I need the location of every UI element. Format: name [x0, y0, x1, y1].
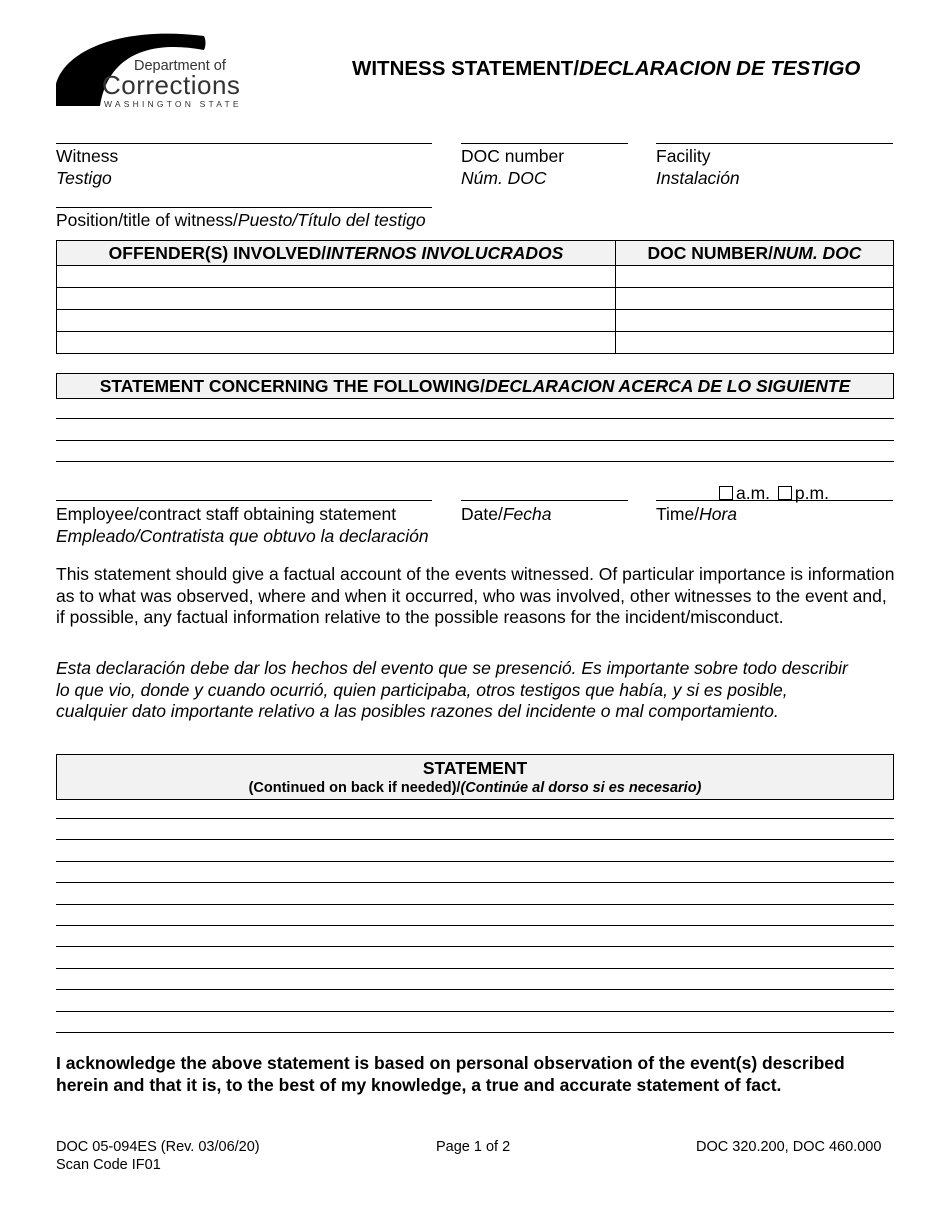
statement-line[interactable] [56, 925, 894, 926]
statement-line[interactable] [56, 882, 894, 883]
offenders-table [56, 240, 894, 354]
offender-name-cell[interactable] [57, 310, 616, 332]
concerning-header: STATEMENT CONCERNING THE FOLLOWING/DECLARACION ACERCA DE LO SIGUIENTE [56, 373, 894, 399]
statement-line[interactable] [56, 968, 894, 969]
staff-label: Employee/contract staff obtaining statement Empleado/Contratista que obtuvo la declaración [56, 504, 429, 546]
page-title [352, 57, 860, 81]
offender-doc-cell[interactable] [616, 288, 894, 310]
offender-name-cell[interactable] [57, 266, 616, 288]
position-label: Position/title of witness/Puesto/Título del testigo [56, 210, 426, 230]
am-checkbox[interactable] [719, 486, 733, 500]
statement-line[interactable] [56, 989, 894, 990]
table-row [57, 266, 894, 288]
statement-line[interactable] [56, 1032, 894, 1033]
statement-title: STATEMENT [422, 758, 528, 778]
staff-field[interactable] [56, 500, 432, 501]
pm-checkbox[interactable] [778, 486, 792, 500]
statement-line[interactable] [56, 818, 894, 819]
statement-line[interactable] [56, 946, 894, 947]
table-row [57, 332, 894, 354]
logo-line2: Corrections [102, 70, 241, 100]
concerning-line[interactable] [56, 440, 894, 441]
pm-label: p.m. [794, 483, 829, 503]
statement-subtitle: (Continued on back if needed)/(Continúe al dorso si es necesario) [248, 780, 702, 796]
statement-line[interactable] [56, 861, 894, 862]
table-row [57, 310, 894, 332]
offender-name-cell[interactable] [57, 288, 616, 310]
title-es: DECLARACION DE TESTIGO [579, 57, 861, 80]
acknowledgement: I acknowledge the above statement is based on personal observation of the event(s) described herein and that it is, to the best of my knowledge, a true and accurate statement of fact. [56, 1053, 845, 1095]
facility-field[interactable] [656, 143, 893, 144]
concerning-line[interactable] [56, 461, 894, 462]
scan-code: Scan Code IF01 [56, 1157, 161, 1173]
policy-references: DOC 320.200, DOC 460.000 [696, 1139, 882, 1155]
date-label: Date/Fecha [461, 504, 552, 524]
statement-line[interactable] [56, 1011, 894, 1012]
statement-header [56, 754, 894, 800]
offenders-header: OFFENDER(S) INVOLVED/INTERNOS INVOLUCRADOS [57, 241, 616, 266]
statement-line[interactable] [56, 904, 894, 905]
logo-line3: WASHINGTON STATE [104, 99, 242, 109]
offender-doc-cell[interactable] [616, 266, 894, 288]
doc-logo [56, 28, 256, 110]
facility-label: Facility Instalación [656, 146, 740, 188]
form-number: DOC 05-094ES (Rev. 03/06/20) [56, 1139, 260, 1155]
am-label: a.m. [736, 483, 771, 503]
am-pm-options [719, 482, 829, 504]
doc-number-field[interactable] [461, 143, 628, 144]
date-field[interactable] [461, 500, 628, 501]
concerning-line[interactable] [56, 418, 894, 419]
page-number: Page 1 of 2 [436, 1139, 511, 1155]
table-row [57, 288, 894, 310]
witness-label: Witness Testigo [56, 146, 119, 188]
witness-field[interactable] [56, 143, 432, 144]
time-label: Time/Hora [656, 504, 738, 524]
footer-left [56, 1138, 260, 1174]
statement-line[interactable] [56, 839, 894, 840]
doc-number-label: DOC number Núm. DOC [461, 146, 565, 188]
position-field[interactable] [56, 207, 432, 208]
title-en: WITNESS STATEMENT/ [352, 57, 580, 80]
offender-doc-cell[interactable] [616, 310, 894, 332]
logo-line1: Department of [134, 58, 226, 74]
doc-number-header: DOC NUMBER/NUM. DOC [616, 241, 894, 266]
offender-name-cell[interactable] [57, 332, 616, 354]
instructions-en: This statement should give a factual account of the events witnessed. Of particular importance is information as to what was observed, where and when it occurred, who was involved, other witnesses to the event and, if possible, any factual information relative to the possible reasons for the incident/misconduct. [56, 564, 895, 627]
instructions-es: Esta declaración debe dar los hechos del evento que se presenció. Es importante sobre todo describir lo que vio, donde y cuando ocurrió, quien participaba, otros testigos que había, y si es posible, cualquier dato importante relativo a las posibles razones del incidente o mal comportamiento. [56, 658, 848, 721]
offender-doc-cell[interactable] [616, 332, 894, 354]
